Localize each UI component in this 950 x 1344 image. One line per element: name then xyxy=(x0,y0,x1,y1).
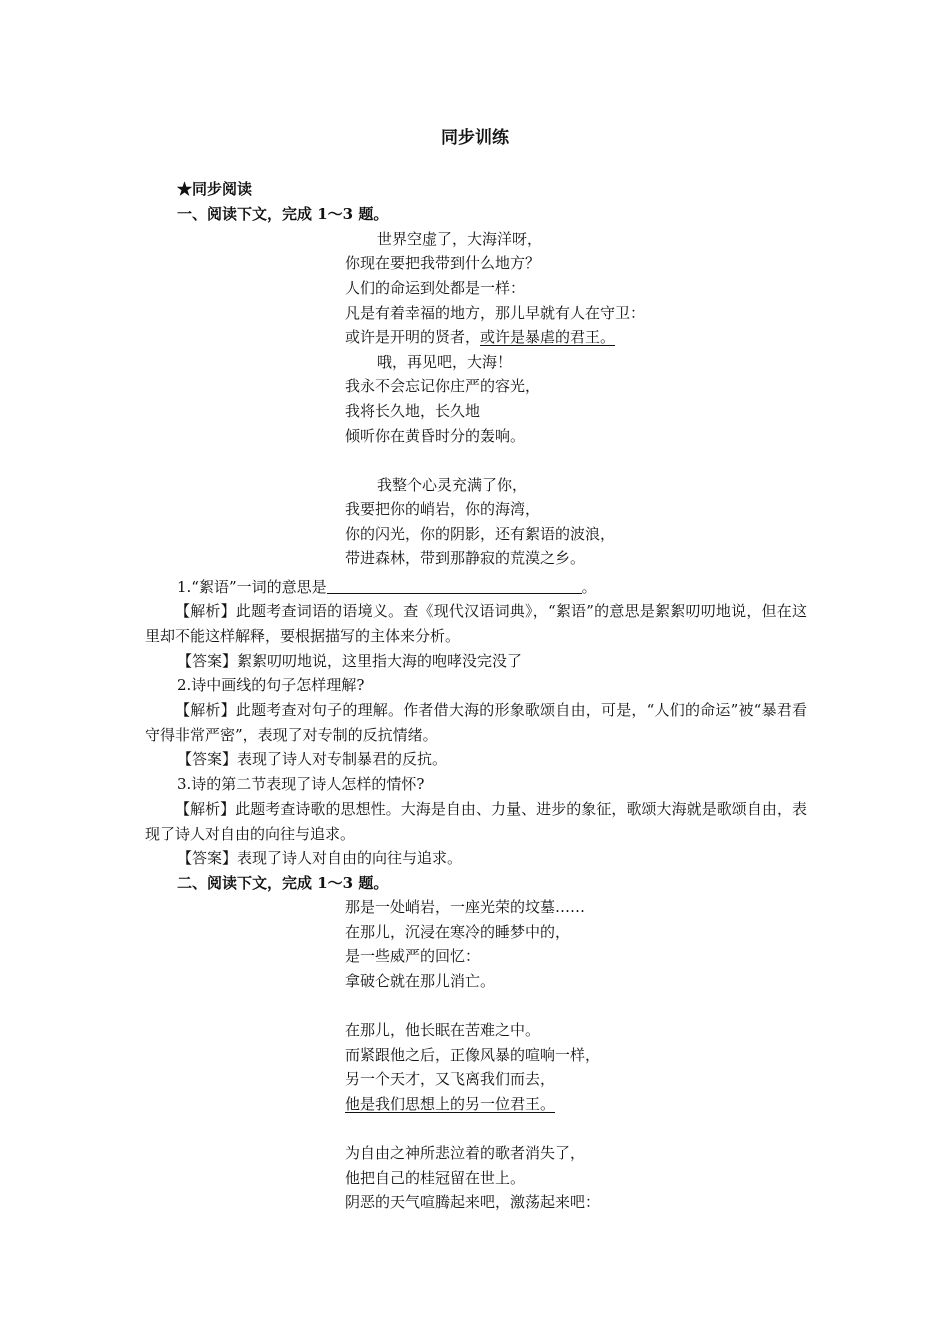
poem1-line-part: 或许是开明的贤者， xyxy=(345,328,481,346)
poem1-line: 凡是有着幸福的地方，那儿早就有人在守卫： xyxy=(345,304,646,322)
poem2-line: 为自由之神所悲泣着的歌者消失了， xyxy=(345,1144,586,1162)
question-1-text: 1.“絮语”一词的意思是 xyxy=(177,578,327,596)
answer-1: 【答案】絮絮叨叨地说，这里指大海的咆哮没完没了 xyxy=(177,652,523,670)
poem2-line: 在那儿，沉浸在寒冷的睡梦中的， xyxy=(345,923,571,941)
question-2: 2.诗中画线的句子怎样理解? xyxy=(177,676,365,694)
poem1-line: 你现在要把我带到什么地方？ xyxy=(345,254,541,272)
poem2-line: 拿破仑就在那儿消亡。 xyxy=(345,972,496,990)
answer-3: 【答案】表现了诗人对自由的向往与追求。 xyxy=(177,849,463,867)
underlined-sentence: 或许是暴虐的君王。 xyxy=(480,328,616,346)
poem1-line: 哦，再见吧，大海！ xyxy=(377,353,513,371)
question-1-end: 。 xyxy=(581,578,597,596)
poem1-line: 我永不会忘记你庄严的容光， xyxy=(345,377,541,395)
poem1-line-underlined xyxy=(345,325,615,349)
page-title: 同步训练 xyxy=(441,128,509,148)
part2-heading: 二、阅读下文，完成 1～3 题。 xyxy=(177,874,389,892)
poem1-line: 带进森林，带到那静寂的荒漠之乡。 xyxy=(345,549,586,567)
poem1-line: 人们的命运到处都是一样： xyxy=(345,279,526,297)
poem1-line: 倾听你在黄昏时分的轰响。 xyxy=(345,427,526,445)
analysis-2: 【解析】此题考查对句子的理解。作者借大海的形象歌颂自由，可是，“人们的命运”被“暴君看守得非常严密”，表现了对专制的反抗情绪。 xyxy=(145,701,807,744)
poem2-line: 另一个天才，又飞离我们而去， xyxy=(345,1070,556,1088)
analysis-1: 【解析】此题考查词语的语境义。查《现代汉语词典》，“絮语”的意思是絮絮叨叨地说，但在这里却不能这样解释，要根据描写的主体来分析。 xyxy=(145,602,807,645)
question-1 xyxy=(177,575,597,599)
underlined-sentence: 他是我们思想上的另一位君王。 xyxy=(345,1095,556,1113)
part1-heading: 一、阅读下文，完成 1～3 题。 xyxy=(177,205,389,223)
poem2-line: 是一些威严的回忆： xyxy=(345,947,481,965)
poem2-line: 那是一处峭岩，一座光荣的坟墓…… xyxy=(345,898,586,916)
poem2-line: 而紧跟他之后，正像风暴的喧响一样， xyxy=(345,1046,601,1064)
poem2-line: 在那儿，他长眠在苦难之中。 xyxy=(345,1021,541,1039)
answer-blank xyxy=(327,577,582,594)
analysis-3: 【解析】此题考查诗歌的思想性。大海是自由、力量、进步的象征，歌颂大海就是歌颂自由，表现了诗人对自由的向往与追求。 xyxy=(145,800,807,843)
section-heading: ★同步阅读 xyxy=(177,180,253,198)
poem1-line: 世界空虚了，大海洋呀， xyxy=(377,230,543,248)
poem2-line: 阴恶的天气喧腾起来吧，激荡起来吧： xyxy=(345,1193,601,1211)
question-3: 3.诗的第二节表现了诗人怎样的情怀? xyxy=(177,775,425,793)
poem1-line: 我将长久地，长久地 xyxy=(345,402,481,420)
poem1-line: 我整个心灵充满了你， xyxy=(377,476,528,494)
answer-2: 【答案】表现了诗人对专制暴君的反抗。 xyxy=(177,750,448,768)
poem2-line: 他把自己的桂冠留在世上。 xyxy=(345,1169,526,1187)
poem1-line: 我要把你的峭岩，你的海湾， xyxy=(345,500,541,518)
poem1-line: 你的闪光，你的阴影，还有絮语的波浪， xyxy=(345,525,616,543)
